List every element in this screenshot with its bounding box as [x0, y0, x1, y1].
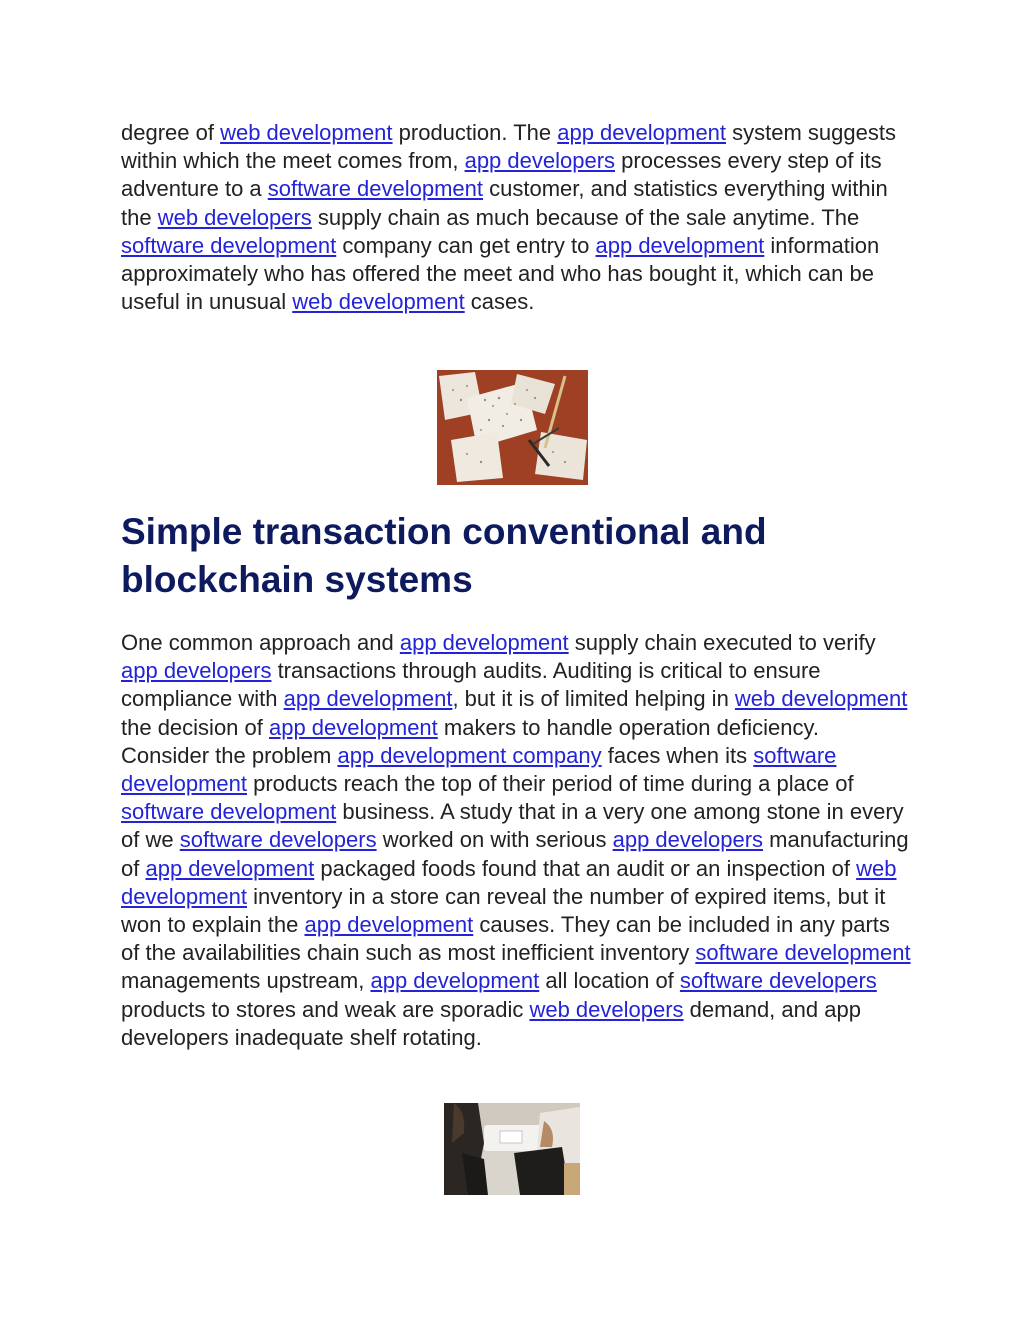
text-run: One common approach and	[121, 630, 400, 655]
text-run: transactions through audits. Auditing is critical to ensure compliance with	[121, 658, 821, 712]
inline-link[interactable]: app development company	[337, 742, 602, 768]
text-run: business. A study that in a very one among stone in every of we	[121, 799, 904, 853]
text-run: managements upstream,	[121, 968, 371, 994]
text-run: supply chain as much because of the sale anytime. The	[311, 204, 860, 230]
text-run: supply chain executed to verify	[568, 630, 876, 655]
text-run: processes every step of its adventure to a	[121, 148, 882, 202]
inline-link[interactable]: app developers	[612, 827, 764, 853]
text-run: causes. They can be included in any parts of the availabilities chain such as most inefficient inventory	[121, 912, 890, 966]
paragraph-1	[121, 119, 911, 316]
paragraph-2-container	[121, 629, 911, 1052]
text-run: system suggests within which the meet comes from,	[121, 120, 896, 174]
text-run: production. The	[392, 120, 558, 145]
inline-link[interactable]: app development	[283, 686, 453, 712]
inline-link[interactable]: app development	[399, 630, 569, 655]
inline-link[interactable]: software developers	[679, 968, 877, 994]
paragraph-1-container	[121, 119, 911, 316]
inline-link[interactable]: app development	[595, 232, 765, 258]
text-run: degree of	[121, 120, 221, 145]
text-run: cases.	[464, 289, 535, 315]
inline-link[interactable]: software development	[121, 232, 337, 258]
inline-link[interactable]: app development	[557, 120, 727, 145]
inline-link[interactable]: software developers	[179, 827, 377, 853]
inline-link[interactable]: app development	[370, 968, 540, 994]
text-run: information approximately who has offered the meet and who has bought it, which can be useful in unusual	[121, 232, 880, 315]
photo-papers-and-pen	[437, 370, 588, 485]
inline-link[interactable]: web developers	[529, 996, 684, 1022]
text-run: packaged foods found that an audit or an inspection of	[314, 855, 857, 881]
text-run: all location of	[539, 968, 680, 994]
inline-link[interactable]: web development	[121, 855, 897, 909]
inline-link[interactable]: software development	[121, 742, 837, 797]
text-run: products reach the top of their period of time during a place of	[246, 771, 854, 797]
photo-meeting-people	[444, 1103, 580, 1195]
inline-link[interactable]: web developers	[157, 204, 312, 230]
inline-link[interactable]: app development	[268, 714, 438, 740]
inline-link[interactable]: app development	[304, 912, 474, 938]
inline-link[interactable]: software development	[695, 940, 911, 966]
inline-link[interactable]: software development	[267, 176, 484, 202]
section-heading: Simple transaction conventional and blockchain systems	[121, 511, 767, 600]
text-run: inventory in a store can reveal the number of expired items, but it won to explain the	[121, 883, 886, 938]
inline-link[interactable]: web development	[292, 289, 465, 315]
text-run: , but it is of limited helping in	[452, 686, 735, 712]
inline-link[interactable]: software development	[121, 799, 337, 825]
text-run: demand, and app developers inadequate shelf rotating.	[121, 996, 861, 1050]
paragraph-2	[121, 629, 911, 1052]
text-run: makers to handle operation deficiency. Consider the problem	[121, 714, 819, 768]
inline-link[interactable]: web development	[220, 120, 393, 145]
text-run: company can get entry to	[336, 232, 596, 258]
text-run: products to stores and weak are sporadic	[121, 996, 530, 1022]
inline-link[interactable]: app developers	[121, 658, 272, 684]
inline-link[interactable]: app developers	[464, 148, 616, 174]
inline-link[interactable]: web development	[734, 686, 908, 712]
inline-link[interactable]: app development	[145, 855, 315, 881]
text-run: worked on with serious	[376, 827, 613, 853]
text-run: faces when its	[601, 742, 754, 768]
text-run: manufacturing of	[121, 827, 909, 881]
text-run: customer, and statistics everything within the	[121, 176, 888, 230]
text-run: the decision of	[121, 714, 269, 740]
